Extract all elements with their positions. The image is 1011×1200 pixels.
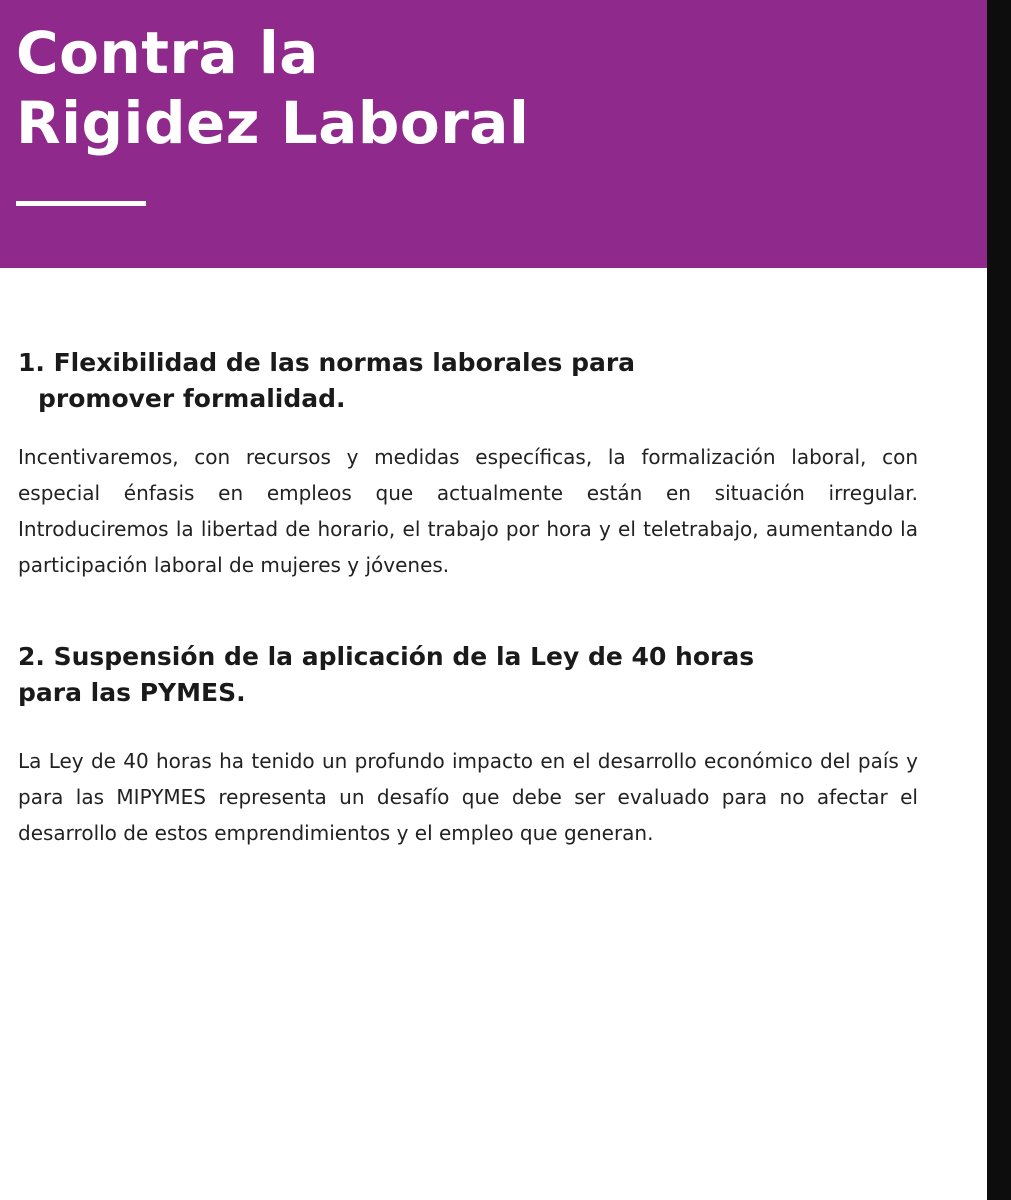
- section-2-heading-line1: 2. Suspensión de la aplicación de la Ley de 40 horas: [18, 642, 755, 671]
- section-2-heading: [18, 639, 918, 711]
- section-2-body: La Ley de 40 horas ha tenido un profundo impacto en el desarrollo económico del país y para las MIPYMES representa un desafío que debe ser evaluado para no afectar el desarrollo de estos emprendimientos y el empleo que generan.: [18, 749, 918, 845]
- section-1-heading-line2: promover formalidad.: [38, 384, 346, 413]
- section-1-heading-line1: 1. Flexibilidad de las normas laborales para: [18, 348, 636, 377]
- right-edge-bar: [987, 0, 1011, 1200]
- section-1-body: Incentivaremos, con recursos y medidas específicas, la formalización laboral, con especial énfasis en empleos que actualmente están en situación irregular. Introduciremos la libertad de horario, el trabajo por hora y el teletrabajo, aumentando la participación laboral de mujeres y jóvenes.: [18, 445, 918, 577]
- title-underline-divider: [16, 201, 146, 206]
- section-2-heading-line2: para las PYMES.: [18, 678, 246, 707]
- header-banner: [0, 0, 987, 268]
- page-title-line2: Rigidez Laboral: [16, 89, 530, 157]
- section-1-heading: [18, 345, 918, 417]
- main-content: [18, 345, 918, 851]
- page-title: [16, 18, 529, 158]
- page-title-line1: Contra la: [16, 19, 319, 87]
